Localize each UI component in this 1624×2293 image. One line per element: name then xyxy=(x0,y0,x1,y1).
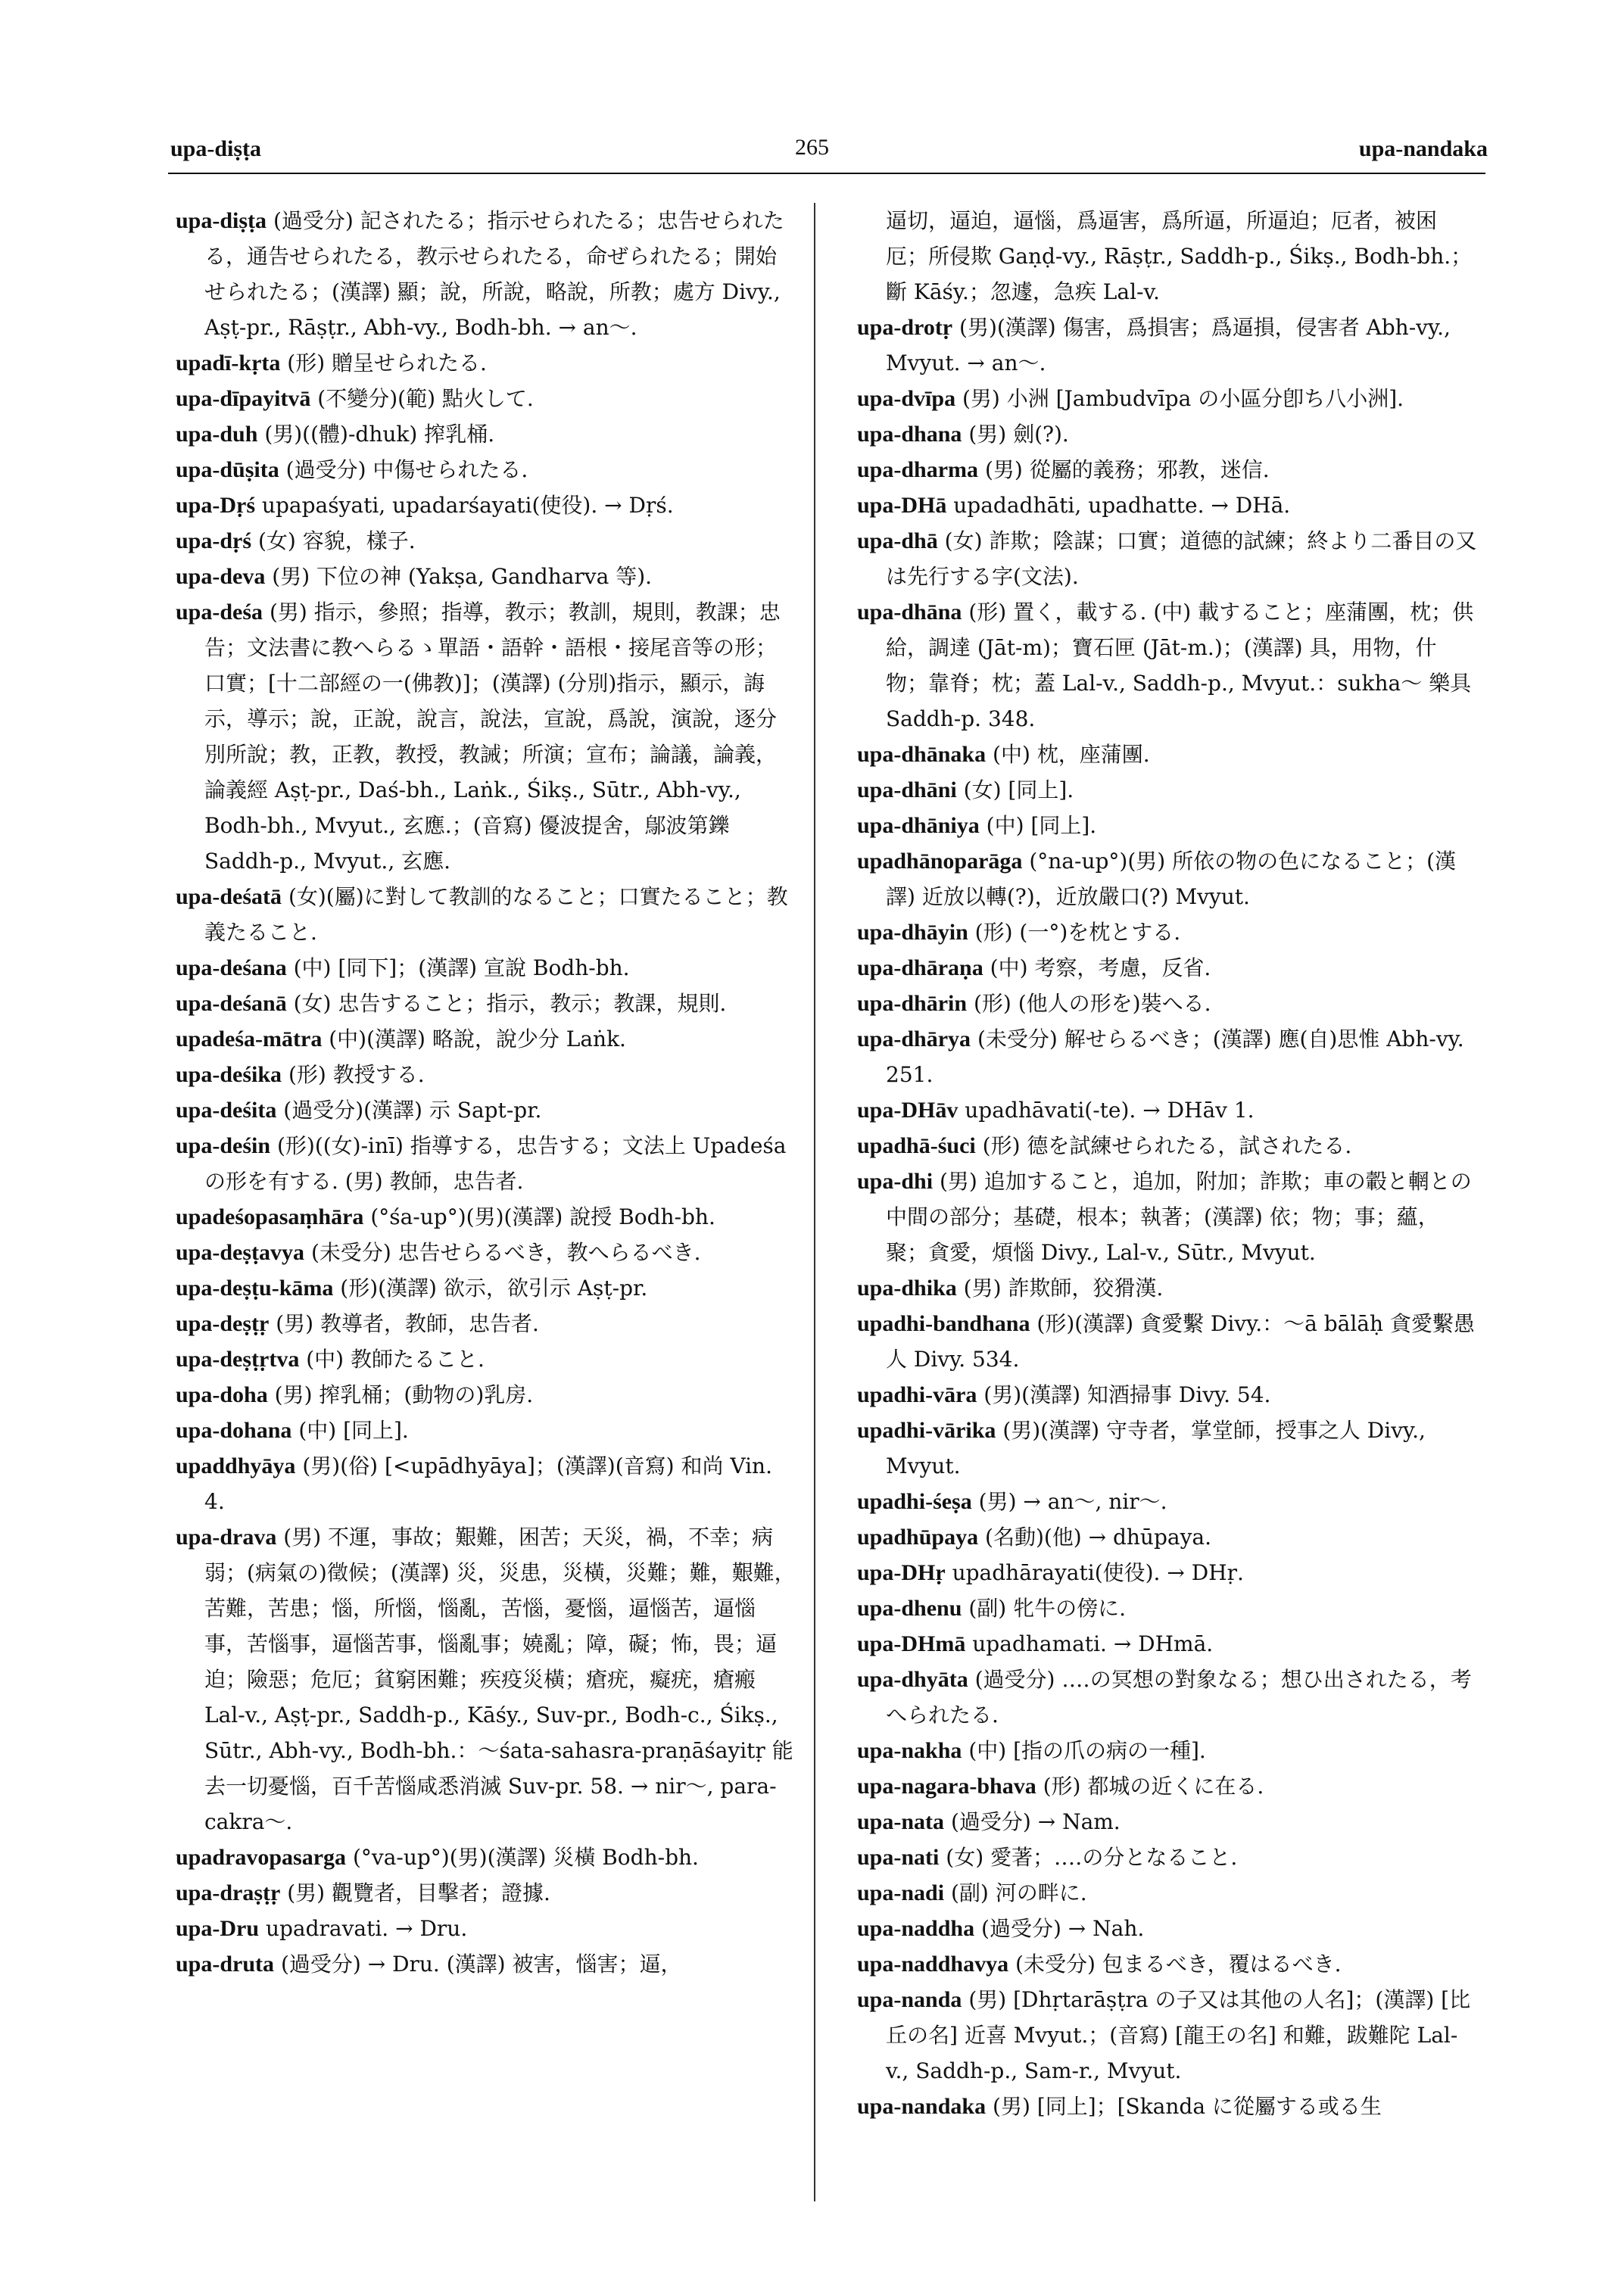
dictionary-entry xyxy=(857,1946,1478,1982)
headword: upa-deśanā xyxy=(176,991,287,1016)
definition: upadadhāti, upadhatte. → DHā. xyxy=(953,493,1291,518)
definition: (男)(漢譯) 傷害，爲損害；爲逼損，侵害者 Abh-vy., Mvyut. → an〜. xyxy=(886,315,1451,375)
headword: upa-deśita xyxy=(176,1098,277,1123)
dictionary-entry xyxy=(176,381,796,416)
dictionary-entry xyxy=(857,1768,1478,1804)
dictionary-entry xyxy=(176,1128,796,1199)
headword: upa-dhāraṇa xyxy=(857,955,983,980)
definition: (女) [同上]. xyxy=(963,777,1074,802)
headword: upa-dhāniya xyxy=(857,813,980,838)
headword: upadhi-vāra xyxy=(857,1382,977,1407)
definition: (男)(漢譯) 知酒掃事 Divy. 54. xyxy=(983,1382,1271,1407)
left-column xyxy=(176,203,796,1982)
definition: (男) 觀覽者，目擊者；證據. xyxy=(287,1880,550,1905)
headword: upadhi-vārika xyxy=(857,1418,996,1443)
definition: (過受分) ‥‥の冥想の對象なる；想ひ出されたる，考へられたる. xyxy=(886,1667,1472,1728)
dictionary-entry xyxy=(857,1306,1478,1377)
definition: upadhārayati(使役). → DHṛ. xyxy=(952,1560,1244,1585)
headword: upa-deśana xyxy=(176,955,287,980)
dictionary-entry xyxy=(857,2089,1478,2124)
headword: upa-nakha xyxy=(857,1738,962,1763)
headword: upa-dhyāta xyxy=(857,1667,968,1692)
definition: (形) (他人の形を)裝へる. xyxy=(973,991,1211,1016)
definition: (男) 劍(?). xyxy=(968,422,1069,447)
dictionary-entry xyxy=(857,1911,1478,1946)
dictionary-entry xyxy=(857,416,1478,452)
dictionary-entry xyxy=(857,986,1478,1021)
headword: upa-deśin xyxy=(176,1133,271,1158)
definition: (男)(俗) [<upādhyāya]；(漢譯)(音寫) 和尚 Vin. 4. xyxy=(204,1453,772,1514)
definition: 逼切，逼迫，逼惱，爲逼害，爲所逼，所逼迫；厄者，被困厄；所侵欺 Gaṇḍ-vy., Rāṣṭr., Saddh-p., Śikṣ., Bodh-bh.；斷 Kāśy.；忽遽，急疾 Lal-v. xyxy=(886,208,1473,304)
headword: upa-dhi xyxy=(857,1169,934,1194)
dictionary-entry xyxy=(857,523,1478,594)
definition: (名動)(他) → dhūpaya. xyxy=(985,1525,1211,1550)
dictionary-entry xyxy=(857,310,1478,381)
definition: (男) 不運，事故；艱難，困苦；天災，禍，不幸；病弱；(病氣の)徵候；(漢譯) 災，災患，災橫，災難；難，艱難，苦難，苦患；惱，所惱，惱亂，苦惱，憂惱，逼惱苦，逼惱事，苦惱事，逼惱苦事，惱亂事；嬈亂；障，礙；怖，畏；逼迫；險惡；危厄；貧窮困難；疾疫災橫；瘡疣，癡疣，瘡瘢 Lal-v., Aṣṭ-pr., Saddh-p., Kāśy., Suv-pr., Bodh-c., Śikṣ., Sūtr., Abh-vy., Bodh-bh.：〜śata-sahasra-praṇāśayitṛ 能去一切憂惱，百千苦惱咸悉消滅 Suv-pr. 58. → nir〜, para-cakra〜. xyxy=(204,1525,796,1834)
headword: upa-DHā xyxy=(857,493,947,518)
definition: (中) [同下]；(漢譯) 宣說 Bodh-bh. xyxy=(293,955,630,980)
dictionary-entry xyxy=(176,1199,796,1235)
definition: (過受分) → Nam. xyxy=(950,1809,1121,1834)
definition: (中) [同上]. xyxy=(986,813,1097,838)
definition: (男) 小洲 [Jambudvīpa の小區分卽ち八小洲]. xyxy=(962,386,1404,411)
dictionary-entry xyxy=(176,1270,796,1306)
definition: (°śa-up°)(男)(漢譯) 說授 Bodh-bh. xyxy=(370,1204,715,1229)
dictionary-entry xyxy=(176,1021,796,1057)
headword: upa-dhāyin xyxy=(857,920,968,945)
definition: (形) 贈呈せられたる. xyxy=(287,350,487,375)
definition: (女) 容貌，樣子. xyxy=(257,528,416,553)
definition: (中) 教師たること. xyxy=(306,1347,485,1372)
headword: upa-dhika xyxy=(857,1276,957,1301)
headword: upa-drotṛ xyxy=(857,315,953,340)
headword: upa-deṣṭṛtva xyxy=(176,1347,300,1372)
dictionary-entry xyxy=(857,1484,1478,1519)
headword: upaddhyāya xyxy=(176,1453,296,1478)
dictionary-entry xyxy=(176,594,796,879)
headword: upa-nadi xyxy=(857,1880,945,1905)
dictionary-entry xyxy=(176,1092,796,1128)
definition: upapaśyati, upadarśayati(使役). → Dṛś. xyxy=(261,493,674,518)
headword: upadhūpaya xyxy=(857,1525,979,1550)
headword: upa-dhānaka xyxy=(857,742,987,767)
definition: (中) 考察，考慮，反省. xyxy=(990,955,1211,980)
definition: (°na-up°)(男) 所依の物の色になること；(漢譯) 近放以轉(?)，近放嚴口(?) Mvyut. xyxy=(886,849,1457,909)
headword: upa-DHmā xyxy=(857,1631,966,1656)
definition: (過受分)(漢譯) 示 Sapt-pr. xyxy=(283,1098,542,1123)
dictionary-entry xyxy=(857,488,1478,523)
dictionary-entry xyxy=(857,1519,1478,1555)
headword: upa-naddhavya xyxy=(857,1952,1009,1977)
dictionary-entry xyxy=(176,203,796,345)
dictionary-entry xyxy=(857,1982,1478,2089)
definition: (男) 下位の神 (Yakṣa, Gandharva 等). xyxy=(272,564,653,589)
dictionary-entry xyxy=(176,1911,796,1946)
definition: (男) 追加すること，追加，附加；詐欺；車の轂と輞との中間の部分；基礎，根本；執著；(漢譯) 依；物；事；蘊，聚；貪愛，煩惱 Divy., Lal-v., Sūtr., Mvyut. xyxy=(886,1169,1472,1265)
headword: upa-drava xyxy=(176,1525,277,1550)
dictionary-entry xyxy=(857,1270,1478,1306)
headword: upa-dharma xyxy=(857,457,979,482)
dictionary-entry xyxy=(176,1875,796,1911)
definition: upadravati. → Dru. xyxy=(265,1916,468,1941)
dictionary-entry xyxy=(857,381,1478,416)
headword: upa-dhārin xyxy=(857,991,968,1016)
dictionary-entry xyxy=(857,1590,1478,1626)
dictionary-entry xyxy=(176,1840,796,1875)
definition: (未受分) 解せらるべき；(漢譯) 應(自)思惟 Abh-vy. 251. xyxy=(886,1027,1464,1087)
headword: upa-nati xyxy=(857,1845,940,1870)
headword: upa-dhāna xyxy=(857,600,962,625)
dictionary-entry xyxy=(857,1092,1478,1128)
running-head-right: upa-nandaka xyxy=(1358,136,1488,161)
definition: (男)((體)-dhuk) 搾乳桶. xyxy=(264,422,495,447)
dictionary-entry xyxy=(176,879,796,950)
dictionary-entry xyxy=(176,1519,796,1840)
dictionary-entry xyxy=(857,1164,1478,1270)
definition: (男) [Dhṛtarāṣṭra の子又は其他の人名]；(漢譯) [比丘の名] 近喜 Mvyut.；(音寫) [龍王の名] 和難，跋難陀 Lal-v., Saddh-p., Sam-r., Mvyut. xyxy=(886,1987,1471,2083)
definition: upadhamati. → DHmā. xyxy=(972,1631,1214,1656)
dictionary-entry xyxy=(857,1626,1478,1662)
headword: upa-dohana xyxy=(176,1418,292,1443)
dictionary-entry xyxy=(176,950,796,986)
headword: upadravopasarga xyxy=(176,1845,347,1870)
headword: upadhā-śuci xyxy=(857,1133,976,1158)
headword: upa-deṣṭavya xyxy=(176,1240,305,1265)
headword: upadī-kṛta xyxy=(176,350,281,375)
dictionary-entry xyxy=(857,1021,1478,1092)
headword: upa-nanda xyxy=(857,1987,962,2012)
definition: (未受分) 包まるべき，覆はるべき. xyxy=(1015,1952,1342,1977)
definition: (男) 指示，參照；指導，教示；教訓，規則，教課；忠告；文法書に教へらるゝ單語・語幹・語根・接尾音等の形；口實；[十二部經の一(佛教)]；(漢譯) (分別)指示，顯示，誨示，導示；說，正說，說言，說法，宣說，爲說，演說，逐分別所說；教，正教，教授，教誡；所演；宣布；論議，論義，論義經 Aṣṭ-pr., Daś-bh., Laṅk., Śikṣ., Sūtr., Abh-vy., Bodh-bh., Mvyut., 玄應.；(音寫) 優波提舍，鄔波第鑠 Saddh-p., Mvyut., 玄應. xyxy=(204,600,781,874)
headword: upadhānoparāga xyxy=(857,849,1023,874)
definition: (形)(漢譯) 貪愛繫 Divy.：〜ā bālāḥ 貪愛繫愚人 Divy. 534. xyxy=(886,1311,1475,1372)
definition: (過受分) 記されたる；指示せられたる；忠告せられたる，通告せられたる，教示せられたる，命ぜられたる；開始せられたる；(漢譯) 顯；說，所說，略說，所教；處方 Divy., Aṣṭ-pr., Rāṣṭr., Abh-vy., Bodh-bh. → an〜. xyxy=(204,208,784,340)
headword: upa-dīpayitvā xyxy=(176,386,311,411)
definition: (過受分) 中傷せられたる. xyxy=(285,457,528,482)
dictionary-entry xyxy=(176,1413,796,1448)
definition: (形) 德を試練せられたる，試されたる. xyxy=(982,1133,1352,1158)
dictionary-entry xyxy=(857,914,1478,950)
headword: upa-duh xyxy=(176,422,258,447)
definition: (女)(屬)に對して教訓的なること；口實たること；教義たること. xyxy=(204,884,788,945)
dictionary-entry xyxy=(857,1804,1478,1840)
dictionary-entry xyxy=(857,1128,1478,1164)
definition: (°va-up°)(男)(漢譯) 災橫 Bodh-bh. xyxy=(352,1845,699,1870)
headword: upa-dhana xyxy=(857,422,962,447)
dictionary-entry xyxy=(857,1377,1478,1413)
definition: (男) → an〜, nir〜. xyxy=(978,1489,1167,1514)
dictionary-entry xyxy=(176,1946,796,1982)
headword: upa-dhārya xyxy=(857,1027,971,1051)
dictionary-entry xyxy=(857,452,1478,488)
definition: (女) 愛著；‥‥の分となること. xyxy=(946,1845,1238,1870)
headword: upa-dhā xyxy=(857,528,938,553)
dictionary-entry xyxy=(857,1875,1478,1911)
dictionary-entry xyxy=(176,559,796,594)
headword: upa-deśa xyxy=(176,600,263,625)
definition: (不變分)(範) 點火して. xyxy=(317,386,534,411)
headword: upa-deṣṭu-kāma xyxy=(176,1276,334,1301)
headword: upa-doha xyxy=(176,1382,268,1407)
headword: upadeśa-mātra xyxy=(176,1027,323,1051)
definition: (女) 忠告すること；指示，教示；教課，規則. xyxy=(293,991,727,1016)
right-column xyxy=(857,203,1478,2124)
definition: (中)(漢譯) 略說，說少分 Laṅk. xyxy=(329,1027,626,1051)
dictionary-entry xyxy=(857,1840,1478,1875)
headword: upa-dhenu xyxy=(857,1596,962,1621)
dictionary-entry xyxy=(176,452,796,488)
dictionary-entry xyxy=(857,203,1478,310)
dictionary-entry xyxy=(176,1306,796,1341)
headword: upa-dhāni xyxy=(857,777,957,802)
dictionary-entry xyxy=(857,1662,1478,1733)
dictionary-entry xyxy=(176,986,796,1021)
headword: upa-draṣṭṛ xyxy=(176,1880,281,1905)
headword: upa-naddha xyxy=(857,1916,975,1941)
definition: (男) 詐欺師，狡猾漢. xyxy=(963,1276,1164,1301)
dictionary-entry xyxy=(857,1413,1478,1484)
definition: (形) (一°)を枕とする. xyxy=(974,920,1181,945)
dictionary-entry xyxy=(176,1341,796,1377)
headword: upa-DHāv xyxy=(857,1098,959,1123)
definition: (副) 牝牛の傍に. xyxy=(968,1596,1126,1621)
header-rule xyxy=(168,173,1485,174)
definition: (形)(漢譯) 欲示，欲引示 Aṣṭ-pr. xyxy=(340,1276,648,1301)
dictionary-entry xyxy=(176,1377,796,1413)
headword: upa-dūṣita xyxy=(176,457,279,482)
dictionary-entry xyxy=(176,1057,796,1092)
headword: upa-nandaka xyxy=(857,2094,987,2119)
headword: upa-nata xyxy=(857,1809,945,1834)
definition: (男) 教導者，教師，忠告者. xyxy=(276,1311,539,1336)
headword: upadhi-śeṣa xyxy=(857,1489,972,1514)
dictionary-entry xyxy=(857,1733,1478,1768)
dictionary-entry xyxy=(857,843,1478,914)
dictionary-entry xyxy=(176,416,796,452)
column-divider xyxy=(814,203,815,2201)
definition: (副) 河の畔に. xyxy=(950,1880,1087,1905)
definition: (中) 枕，座蒲團. xyxy=(993,742,1150,767)
headword: upadhi-bandhana xyxy=(857,1311,1030,1336)
headword: upa-diṣṭa xyxy=(176,208,267,233)
definition: (過受分) → Nah. xyxy=(981,1916,1145,1941)
definition: (形) 教授する. xyxy=(288,1062,425,1087)
headword: upa-Dṛś xyxy=(176,493,256,518)
definition: (形) 都城の近くに在る. xyxy=(1043,1774,1264,1799)
headword: upa-deṣṭṛ xyxy=(176,1311,270,1336)
page-number: 265 xyxy=(795,135,829,160)
dictionary-entry xyxy=(857,737,1478,772)
headword: upa-dṛś xyxy=(176,528,252,553)
dictionary-entry xyxy=(176,523,796,559)
definition: (中) [同上]. xyxy=(298,1418,409,1443)
definition: (中) [指の爪の病の一種]. xyxy=(968,1738,1206,1763)
dictionary-entry xyxy=(176,1448,796,1519)
running-head-left: upa-diṣṭa xyxy=(170,136,262,161)
headword: upa-DHṛ xyxy=(857,1560,946,1585)
headword: upa-deva xyxy=(176,564,266,589)
definition: (男)(漢譯) 守寺者，掌堂師，授事之人 Divy., Mvyut. xyxy=(886,1418,1426,1478)
dictionary-entry xyxy=(857,772,1478,808)
definition: upadhāvati(-te). → DHāv 1. xyxy=(965,1098,1255,1123)
definition: (過受分) → Dru. (漢譯) 被害，惱害；逼， xyxy=(280,1952,682,1977)
definition: (男) 搾乳桶；(動物の)乳房. xyxy=(274,1382,534,1407)
definition: (形) 置く，載する. (中) 載すること；座蒲團，枕；供給，調達 (Jāt-m)；寶石匣 (Jāt-m.)；(漢譯) 具，用物，什物；靠脊；枕；蓋 Lal-v., Saddh-p., Mvyut.：sukha〜 樂具 Saddh-p. 348. xyxy=(886,600,1474,731)
dictionary-entry xyxy=(176,1235,796,1270)
headword: upa-Dru xyxy=(176,1916,260,1941)
headword: upa-dvīpa xyxy=(857,386,956,411)
headword: upa-druta xyxy=(176,1952,275,1977)
dictionary-entry xyxy=(176,345,796,381)
definition: (女) 詐欺；陰謀；口實；道德的試練；終より二番目の又は先行する字(文法). xyxy=(886,528,1477,589)
dictionary-entry xyxy=(857,594,1478,737)
dictionary-entry xyxy=(857,950,1478,986)
headword: upa-nagara-bhava xyxy=(857,1774,1036,1799)
dictionary-entry xyxy=(857,808,1478,843)
definition: (未受分) 忠告せらるべき，教へらるべき. xyxy=(310,1240,701,1265)
headword: upa-deśika xyxy=(176,1062,282,1087)
definition: (形)((女)-inī) 指導する，忠告する；文法上 Upadeśa の形を有する. (男) 教師，忠告者. xyxy=(204,1133,787,1194)
definition: (男) 從屬的義務；邪教，迷信. xyxy=(984,457,1270,482)
dictionary-entry xyxy=(176,488,796,523)
dictionary-entry xyxy=(857,1555,1478,1590)
headword: upa-deśatā xyxy=(176,884,282,909)
headword: upadeśopasaṃhāra xyxy=(176,1204,364,1229)
definition: (男) [同上]；[Skanda に從屬する或る生 xyxy=(993,2094,1382,2119)
